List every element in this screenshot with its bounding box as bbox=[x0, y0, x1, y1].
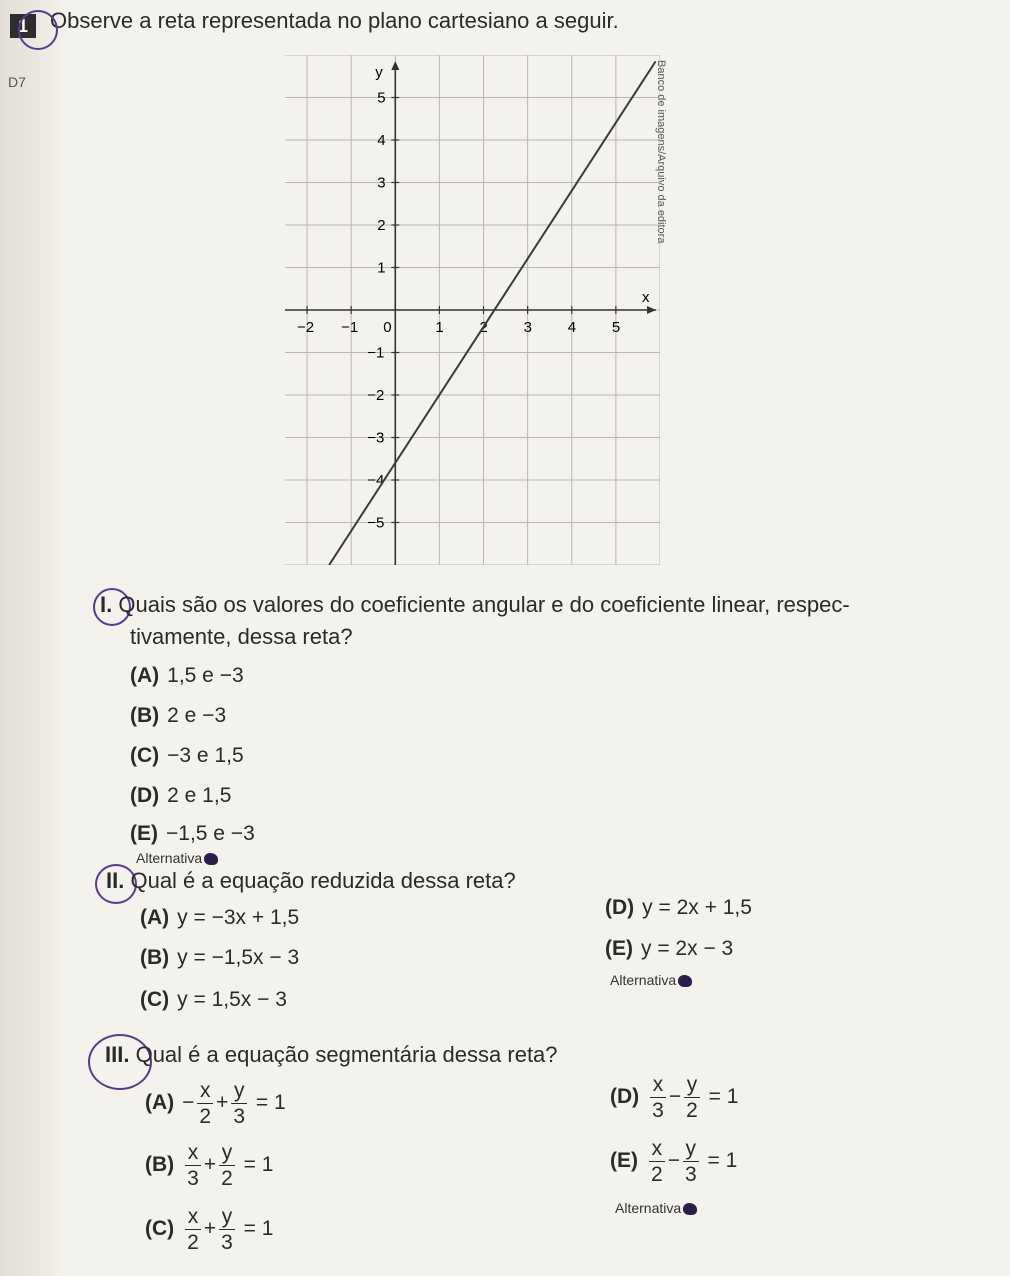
y-tick-label: −1 bbox=[367, 344, 385, 362]
handwritten-circle bbox=[18, 10, 58, 50]
part1-answer: Alternativa bbox=[136, 850, 218, 866]
y-axis-arrow bbox=[391, 61, 399, 70]
part3-question bbox=[105, 1042, 558, 1068]
part1-question bbox=[100, 592, 850, 618]
y-tick-label: 1 bbox=[377, 259, 386, 277]
part2-option-c: (C) y = 1,5x − 3 bbox=[140, 988, 287, 1011]
y-tick-label: 5 bbox=[377, 89, 386, 107]
y-tick-label: −3 bbox=[367, 429, 385, 447]
answer-blot-icon bbox=[683, 1203, 697, 1215]
part2-option-d: (D) y = 2x + 1,5 bbox=[605, 896, 752, 919]
y-axis-label: y bbox=[375, 64, 383, 81]
x-tick-label: −1 bbox=[341, 319, 359, 336]
part1-label: I. bbox=[100, 592, 113, 617]
question-title: Observe a reta representada no plano cartesiano a seguir. bbox=[50, 8, 619, 33]
part2-text: Qual é a equação reduzida dessa reta? bbox=[130, 868, 516, 893]
page-edge-shadow bbox=[0, 0, 70, 1276]
part1-option-a: (A) 1,5 e −3 bbox=[130, 664, 244, 687]
descriptor-code: D7 bbox=[8, 74, 26, 90]
x-tick-label: 3 bbox=[523, 319, 532, 336]
y-tick-label: 3 bbox=[377, 174, 386, 192]
answer-blot-icon bbox=[678, 975, 692, 987]
part1-option-c: (C) −3 e 1,5 bbox=[130, 744, 244, 767]
part1-text-cont: tivamente, dessa reta? bbox=[130, 624, 353, 649]
part2-option-b: (B) y = −1,5x − 3 bbox=[140, 946, 300, 969]
x-tick-label: −2 bbox=[297, 319, 315, 336]
part2-option-e: (E) y = 2x − 3 bbox=[605, 937, 734, 960]
origin-label: 0 bbox=[383, 319, 392, 336]
cartesian-chart bbox=[285, 55, 660, 565]
part3-option-b: (B) $\frac{x}{3}$ + $\frac{y}{2}$ = 1 bbox=[145, 1141, 274, 1190]
part3-option-a: (A) − $\frac{x}{2}$ + $\frac{y}{3}$ = 1 bbox=[145, 1079, 286, 1128]
part1-text: Quais são os valores do coeficiente angular e do coeficiente linear, respec- bbox=[118, 592, 850, 617]
x-axis-arrow bbox=[647, 306, 656, 314]
x-tick-label: 1 bbox=[435, 319, 444, 336]
y-tick-label: −4 bbox=[367, 472, 385, 489]
x-tick-label: 4 bbox=[567, 319, 577, 336]
y-tick-label: 2 bbox=[377, 217, 386, 234]
part3-answer: Alternativa bbox=[615, 1200, 697, 1216]
answer-blot-icon bbox=[204, 853, 218, 865]
part3-text: Qual é a equação segmentária dessa reta? bbox=[135, 1042, 558, 1067]
part1-option-b: (B) 2 e −3 bbox=[130, 704, 227, 727]
part3-option-d: (D) $\frac{x}{3}$ − $\frac{y}{2}$ = 1 bbox=[610, 1073, 739, 1122]
y-tick-label: 4 bbox=[377, 132, 386, 149]
y-tick-label: −2 bbox=[367, 387, 385, 404]
part1-option-e: (E) −1,5 e −3 bbox=[130, 822, 255, 845]
x-axis-label: x bbox=[642, 289, 650, 306]
x-tick-label: 2 bbox=[479, 319, 488, 336]
part2-answer: Alternativa bbox=[610, 972, 692, 988]
part1-option-d: (D) 2 e 1,5 bbox=[130, 784, 232, 807]
part3-option-c: (C) $\frac{x}{2}$ + $\frac{y}{3}$ = 1 bbox=[145, 1205, 274, 1254]
image-credit: Banco de imagens/Arquivo da editora bbox=[655, 60, 667, 244]
x-tick-label: 5 bbox=[611, 319, 621, 336]
part3-option-e: (E) $\frac{x}{2}$ − $\frac{y}{3}$ = 1 bbox=[610, 1137, 738, 1186]
part2-option-a: (A) y = −3x + 1,5 bbox=[140, 906, 300, 929]
question-number: 1 bbox=[10, 14, 36, 38]
part2-question bbox=[106, 868, 516, 894]
part3-label: III. bbox=[105, 1042, 130, 1067]
y-tick-label: −5 bbox=[367, 514, 385, 532]
part2-label: II. bbox=[106, 868, 125, 893]
